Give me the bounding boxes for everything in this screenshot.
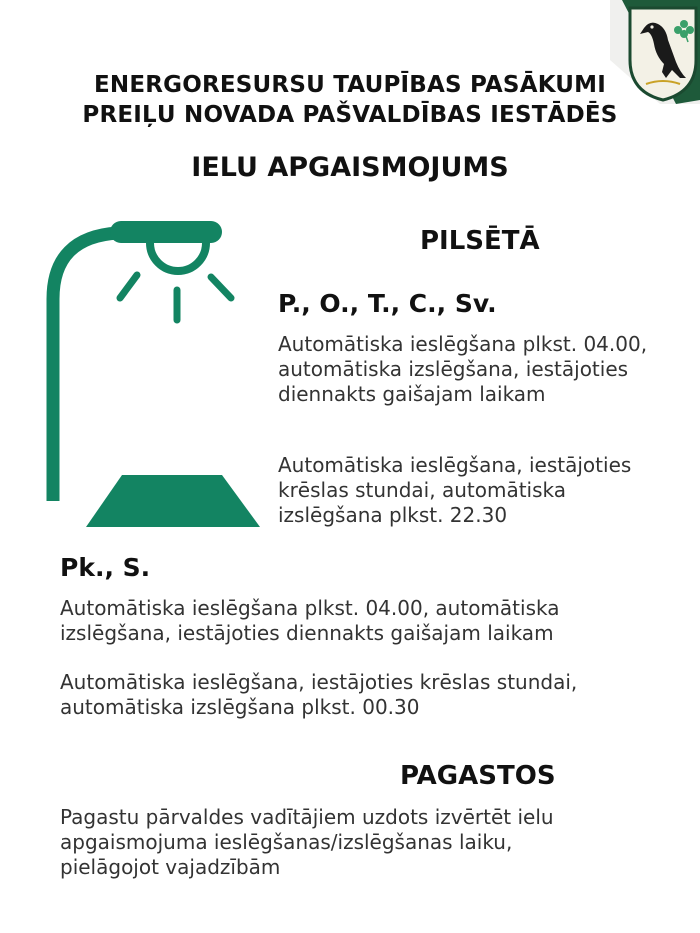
weekend-label: Pk., S.: [60, 553, 151, 582]
title-line-2: PREIĻU NOVADA PAŠVALDĪBAS IESTĀDĒS: [82, 102, 618, 128]
weekdays-label: P., O., T., C., Sv.: [278, 289, 497, 318]
city-heading: PILSĒTĀ: [420, 226, 540, 256]
parishes-text: Pagastu pārvaldes vadītājiem uzdots izvērtēt ielu apgaismojuma ieslēgšanas/izslēgšanas laiku, pielāgojot vajadzībām: [60, 805, 554, 879]
weekend-morning-text: Automātiska ieslēgšana plkst. 04.00, automātiska izslēgšana, iestājoties diennakts gaišajam laikam: [60, 596, 560, 645]
title-line-1: ENERGORESURSU TAUPĪBAS PASĀKUMI: [93, 72, 607, 98]
street-lamp-icon: [40, 215, 270, 535]
weekdays-evening-text: Automātiska ieslēgšana, iestājoties krēslas stundai, automātiska izslēgšana plkst. 22.30: [278, 453, 632, 527]
parishes-heading: PAGASTOS: [400, 761, 556, 791]
document-subtitle: IELU APGAISMOJUMS: [191, 152, 509, 183]
weekend-evening-text: Automātiska ieslēgšana, iestājoties krēslas stundai, automātiska izslēgšana plkst. 00.30: [60, 670, 578, 719]
document-title: [0, 70, 700, 130]
weekdays-morning-text: Automātiska ieslēgšana plkst. 04.00, automātiska izslēgšana, iestājoties diennakts gaišajam laikam: [278, 332, 648, 406]
